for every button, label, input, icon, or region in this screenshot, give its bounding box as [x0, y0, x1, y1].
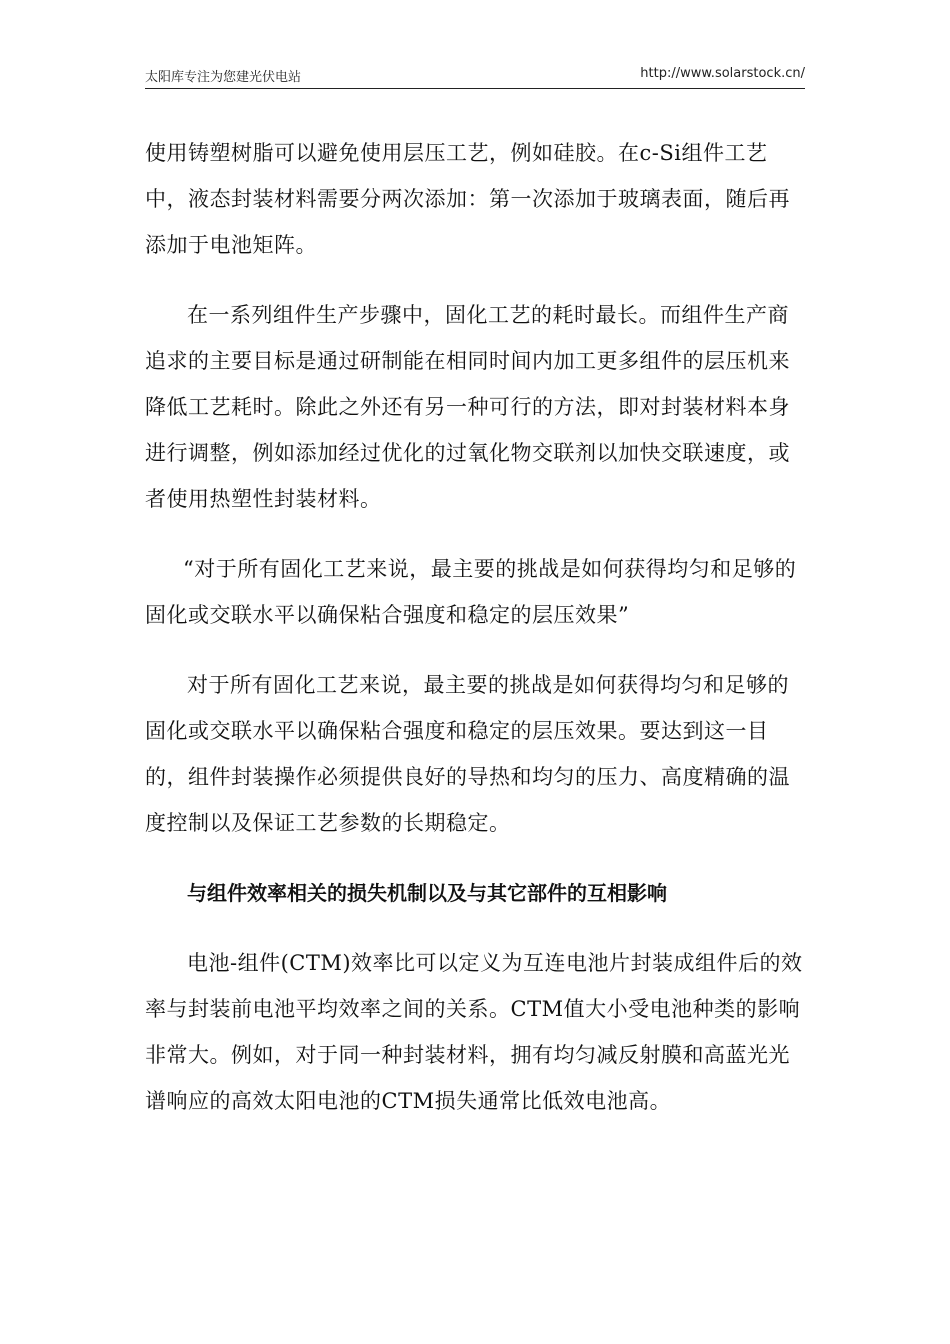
paragraph-curing-challenge: 对于所有固化工艺来说，最主要的挑战是如何获得均匀和足够的固化或交联水平以确保粘合强度和稳定的层压效果。要达到这一目的，组件封装操作必须提供良好的导热和均匀的压力、高度精确的温度控制以及保证工艺参数的长期稳定。	[145, 673, 790, 835]
paragraph-casting-resin: 使用铸塑树脂可以避免使用层压工艺，例如硅胶。在c-Si组件工艺中，液态封装材料需要分两次添加：第一次添加于玻璃表面，随后再添加于电池矩阵。	[145, 141, 790, 257]
document-body	[145, 130, 805, 1124]
header-url[interactable]: http://www.solarstock.cn/	[640, 66, 805, 81]
paragraph-curing-time: 在一系列组件生产步骤中，固化工艺的耗时最长。而组件生产商追求的主要目标是通过研制能在相同时间内加工更多组件的层压机来降低工艺耗时。除此之外还有另一种可行的方法，即对封装材料本身进行调整，例如添加经过优化的过氧化物交联剂以加快交联速度，或者使用热塑性封装材料。	[145, 303, 790, 511]
section-heading: 与组件效率相关的损失机制以及与其它部件的互相影响	[187, 881, 667, 905]
page-header	[145, 64, 805, 89]
pull-quote: “对于所有固化工艺来说，最主要的挑战是如何获得均匀和足够的固化或交联水平以确保粘合强度和稳定的层压效果”	[145, 557, 797, 627]
paragraph-ctm-ratio: 电池-组件(CTM)效率比可以定义为互连电池片封装成组件后的效率与封装前电池平均效率之间的关系。CTM值大小受电池种类的影响非常大。例如，对于同一种封装材料，拥有均匀减反射膜和高蓝光光谱响应的高效太阳电池的CTM损失通常比低效电池高。	[145, 951, 803, 1113]
header-site-name: 太阳库专注为您建光伏电站	[145, 70, 302, 85]
